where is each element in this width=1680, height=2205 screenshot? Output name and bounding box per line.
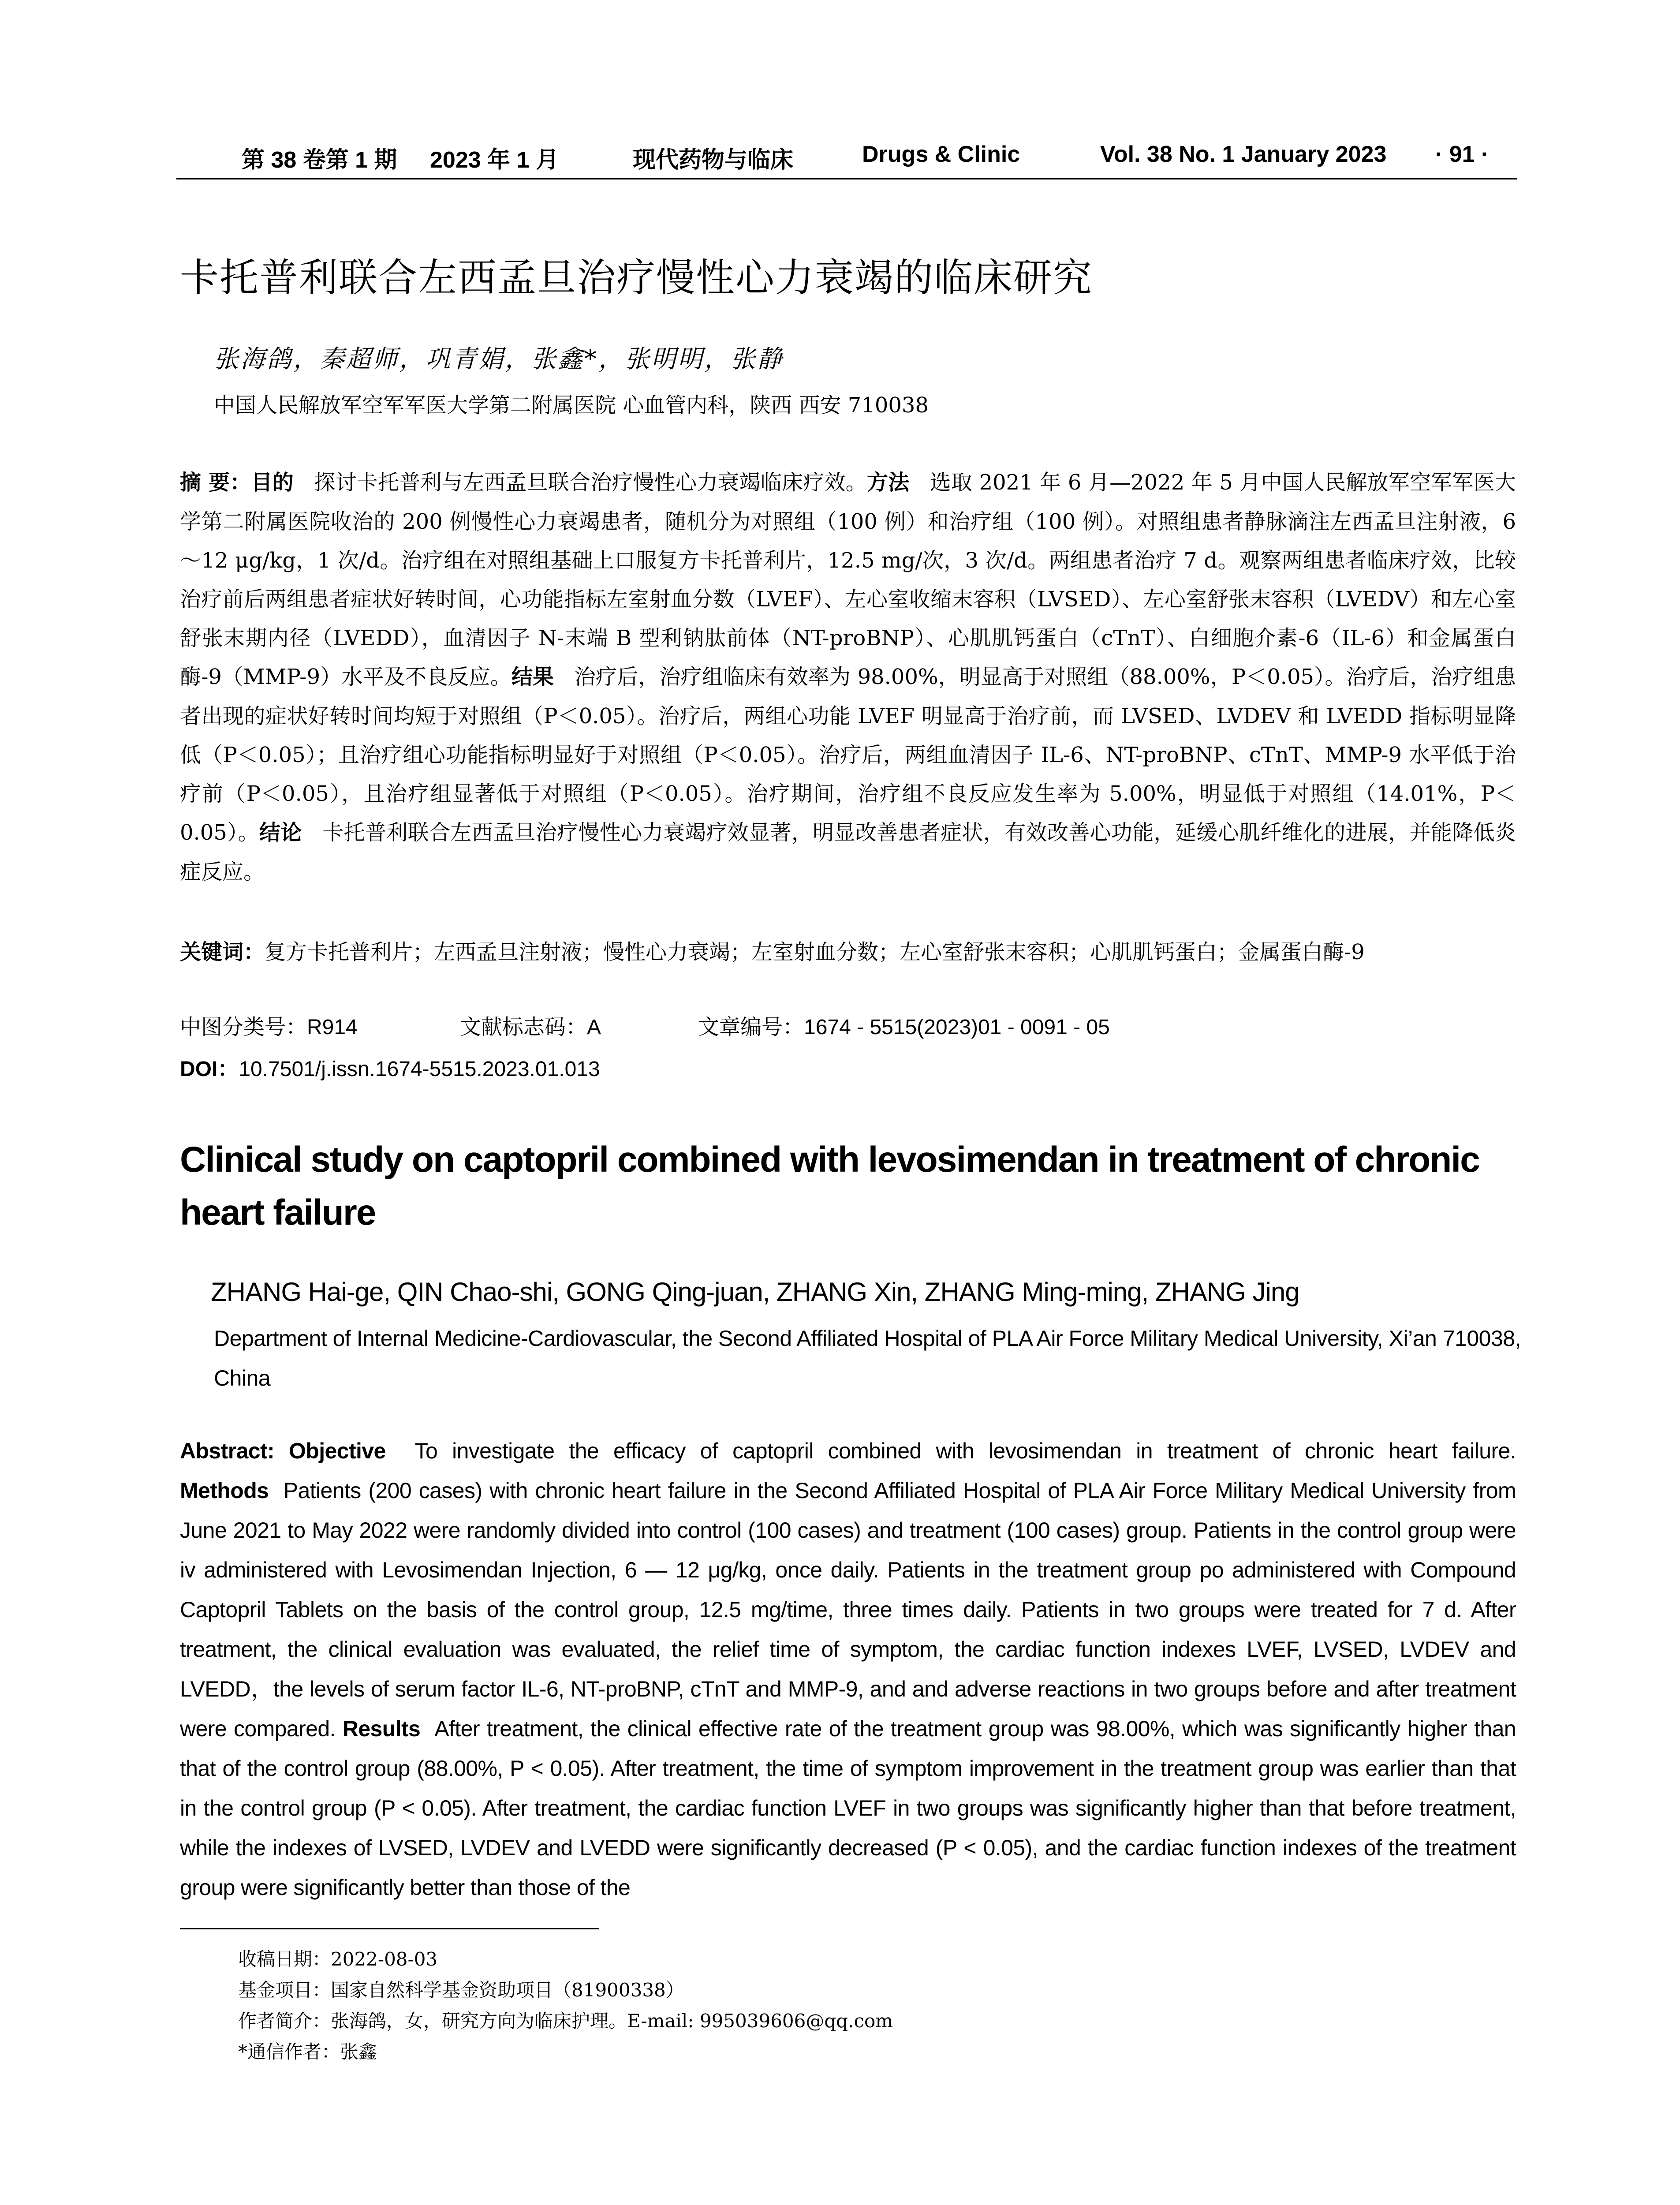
article-title-cn: 卡托普利联合左西孟旦治疗慢性心力衰竭的临床研究 (180, 255, 1093, 300)
keywords-cn-text: 复方卡托普利片；左西孟旦注射液；慢性心力衰竭；左室射血分数；左心室舒张末容积；心肌肌钙蛋白；金属蛋白酶-9 (265, 940, 1365, 964)
footnote-received-date: 收稿日期：2022-08-03 (238, 1948, 438, 1970)
header-page-number: · 91 · (1435, 142, 1489, 167)
keywords-cn (180, 933, 1516, 972)
methods-cn-text: 选取 2021 年 6 月—2022 年 5 月中国人民解放军空军军医大学第二附属医院收治的 200 例慢性心力衰竭患者，随机分为对照组（100 例）和治疗组（100 例）。对照组患者静脉滴注左西孟旦注射液，6～12 μg/kg，1 次/d。治疗组在对照组基础上口服复方卡托普利片，12.5 mg/次，3 次/d。两组患者治疗 7 d。观察两组患者临床疗效，比较治疗前后两组患者症状好转时间，心功能指标左室射血分数（LVEF）、左心室收缩末容积（LVSED）、左心室舒张末容积（LVEDV）和左心室舒张末期内径（LVEDD），血清因子 N-末端 B 型利钠肽前体（NT-proBNP）、心肌肌钙蛋白（cTnT）、白细胞介素-6（IL-6）和金属蛋白酶-9（MMP-9）水平及不良反应。 (180, 470, 1516, 689)
article-number: 文章编号：1674 - 5515(2023)01 - 0091 - 05 (698, 1016, 1110, 1039)
doi-line (180, 1052, 600, 1082)
footnote-funding: 基金项目：国家自然科学基金资助项目（81900338） (238, 1979, 684, 2001)
footnote-author-bio: 作者简介：张海鸽，女，研究方向为临床护理。E-mail: 995039606@qq.com (238, 2010, 893, 2032)
document-code: 文献标志码：A (460, 1016, 601, 1039)
header-rule (176, 178, 1517, 179)
methods-cn-label: 方法 (866, 471, 910, 494)
doi-value[interactable]: 10.7501/j.issn.1674-5515.2023.01.013 (239, 1058, 600, 1081)
header-volume-cn: 第 38 卷第 1 期 (242, 147, 397, 173)
results-en-label: Results (342, 1716, 421, 1741)
authors-en: ZHANG Hai-ge, QIN Chao-shi, GONG Qing-juan, ZHANG Xin, ZHANG Ming-ming, ZHANG Jing (211, 1277, 1299, 1307)
conclusion-cn-text: 卡托普利联合左西孟旦治疗慢性心力衰竭疗效显著，明显改善患者症状，有效改善心功能，延缓心肌纤维化的进展，并能降低炎症反应。 (180, 820, 1516, 884)
objective-cn-text: 探讨卡托普利与左西孟旦联合治疗慢性心力衰竭临床疗效。 (314, 470, 867, 495)
results-en-text: After treatment, the clinical effective rate of the treatment group was 98.00%, which was significantly higher than that of the control group (88.00%, P < 0.05). After treatment, the time of symptom improvement in the treatment group was earlier than that in the control group (P < 0.05). After treatment, the cardiac function LVEF in two groups was significantly higher than that before treatment, while the indexes of LVSED, LVDEV and LVEDD were significantly decreased (P < 0.05), and the cardiac function indexes of the treatment group were significantly better than those of the (180, 1716, 1516, 1900)
conclusion-cn-label: 结论 (259, 821, 302, 845)
results-cn-label: 结果 (511, 665, 554, 689)
abstract-cn (180, 463, 1516, 891)
affiliation-cn: 中国人民解放军空军军医大学第二附属医院 心血管内科，陕西 西安 710038 (214, 393, 929, 418)
footnote-rule (180, 1928, 599, 1929)
objective-cn-label: 目的 (251, 471, 294, 494)
header-journal-cn: 现代药物与临床 (633, 146, 794, 173)
objective-en-text: To investigate the efficacy of captopril combined with levosimendan in treatment of chronic heart failure. (414, 1439, 1516, 1463)
classification-line (180, 1010, 1110, 1040)
methods-en-label: Methods (180, 1478, 269, 1503)
abstract-en-label: Abstract: (180, 1439, 275, 1463)
clc-number: 中图分类号：R914 (180, 1016, 358, 1039)
authors-cn: 张海鸽，秦超师，巩青娟，张鑫*，张明明，张静 (214, 345, 784, 374)
running-header (176, 141, 1517, 176)
results-cn-text: 治疗后，治疗组临床有效率为 98.00%，明显高于对照组（88.00%，P＜0.05）。治疗后，治疗组患者出现的症状好转时间均短于对照组（P＜0.05）。治疗后，两组心功能 LVEF 明显高于治疗前，而 LVSED、LVDEV 和 LVEDD 指标明显降低（P＜0.05）；且治疗组心功能指标明显好于对照组（P＜0.05）。治疗后，两组血清因子 IL-6、NT-proBNP、cTnT、MMP-9 水平低于治疗前（P＜0.05），且治疗组显著低于对照组（P＜0.05）。治疗期间，治疗组不良反应发生率为 5.00%，明显低于对照组（14.01%，P＜0.05）。 (180, 665, 1516, 845)
footnote-corresponding-author: *通信作者：张鑫 (238, 2041, 377, 2063)
keywords-cn-label: 关键词： (180, 941, 265, 964)
doi-label: DOI： (180, 1058, 239, 1081)
header-volume-en: Vol. 38 No. 1 January 2023 (1100, 142, 1387, 167)
article-title-en: Clinical study on captopril combined with levosimendan in treatment of chronic heart failure (180, 1140, 1479, 1233)
abstract-cn-label: 摘 要： (180, 470, 251, 495)
header-date-cn: 2023 年 1 月 (430, 147, 559, 173)
abstract-en (180, 1431, 1516, 1907)
objective-en-label: Objective (289, 1439, 386, 1463)
methods-en-text: Patients (200 cases) with chronic heart failure in the Second Affiliated Hospital of PLA Air Force Military Medical University from June 2021 to May 2022 were randomly divided into control (100 cases) and treatment (100 cases) group. Patients in the control group were iv administered with Levosimendan Injection, 6 — 12 μg/kg, once daily. Patients in the treatment group po administered with Compound Captopril Tablets on the basis of the control group, 12.5 mg/time, three times daily. Patients in two groups were treated for 7 d. After treatment, the clinical evaluation was evaluated, the relief time of symptom, the cardiac function indexes LVEF, LVSED, LVDEV and LVEDD，the levels of serum factor IL-6, NT-proBNP, cTnT and MMP-9, and and adverse reactions in two groups before and after treatment were compared. (180, 1478, 1516, 1741)
affiliation-en: Department of Internal Medicine-Cardiovascular, the Second Affiliated Hospital of PLA Air Force Military Medical University, Xi’an 710038, China (214, 1326, 1521, 1390)
header-journal-en: Drugs & Clinic (862, 142, 1020, 167)
